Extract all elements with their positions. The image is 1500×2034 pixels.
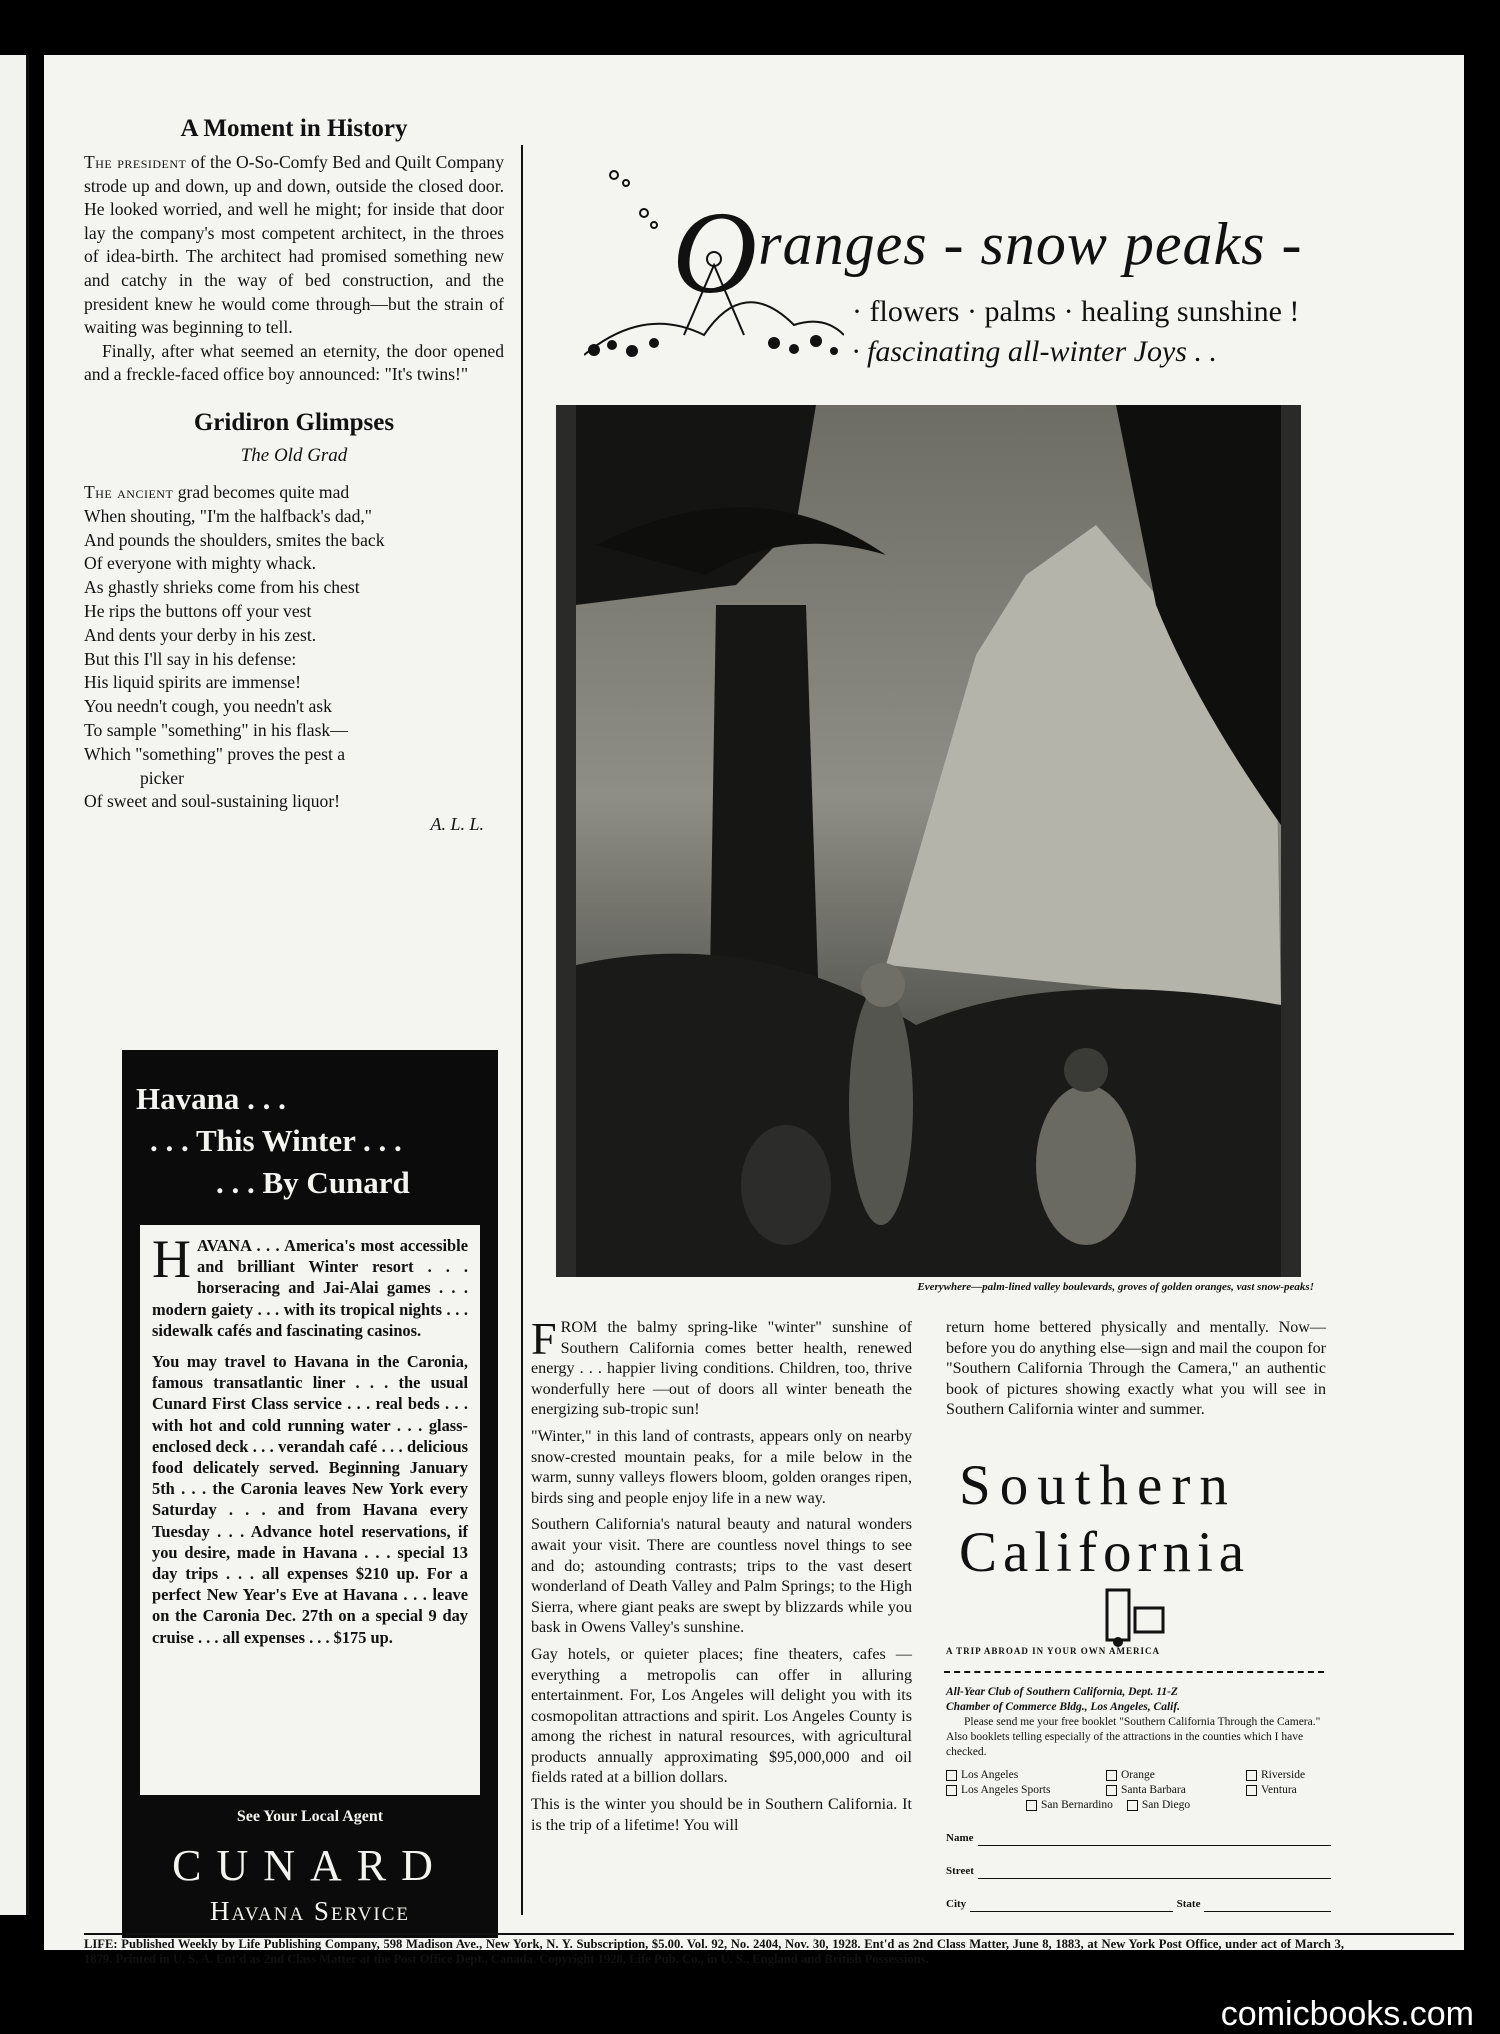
magazine-page [44,55,1464,1966]
cunard-brand: CUNARD [172,1841,448,1890]
moment-paragraph-1 [84,151,504,340]
cunard-paragraph-2: You may travel to Havana in the Caronia, famous transatlantic liner . . . the usual Cunard First Class service . . . real beds . . . with hot and cold running water . . . glass-enclosed deck . . . verandah café . . . delicious food delicately served. Beginning January 5th . . . the Caronia leaves New York every Saturday . . . and from Havana every Tuesday . . . Advance hotel reservations, if you desire, made in Havana . . . special 13 day trips . . . all expenses $210 up. For a perfect New Year's Eve at Havana . . . leave on the Caronia Dec. 27th on a special 9 day cruise . . . all expenses . . . $175 up. [152,1352,468,1647]
southern-paragraph: Gay hotels, or quieter places; fine theaters, cafes —everything a metropolis can offer in alluring entertainment. For, Los Angeles will delight you with its cosmopolitan attractions and spirit. Los Angeles County is among the richest in natural resources, with agricultural products annually approximating $95,000,000 and oil fields rated at a billion dollars. [531,1645,912,1787]
city-label: City [946,1898,967,1910]
poem-line: picker [140,767,184,788]
poem-signature: A. L. L. [430,814,484,835]
southern-tagline: A TRIP ABROAD IN YOUR OWN AMERICA [946,1646,1161,1656]
checkbox-los-angeles-sports[interactable] [946,1783,1106,1798]
checkbox-icon [1026,1800,1037,1811]
state-label: State [1176,1898,1201,1910]
checkbox-san-diego[interactable] [1127,1798,1190,1813]
southern-paragraph: return home bettered physically and mentally. Now—before you do anything else—sign and mail the coupon for "Southern California Through the Camera," an authentic book of pictures showing exactly what you will see in Southern California winter and summer. [946,1319,1326,1419]
checkbox-san-bernardino[interactable] [1026,1798,1113,1813]
cunard-para1-text: AVANA . . . America's most accessible and brilliant Winter resort . . . horseracing and Jai-Alai games . . . modern gaiety . . . with its tropical nights . . . sidewalk cafés and fascinating casinos. [152,1236,468,1340]
southern-logo-line-2: California [959,1521,1251,1584]
checkbox-label: Orange [1121,1769,1155,1781]
palm-canyon-photo [556,405,1301,1277]
cunard-head-line: Havana . . . [136,1081,286,1116]
moment-lead: The president [84,152,187,172]
gridiron-title: Gridiron Glimpses [193,408,395,436]
state-line[interactable] [1204,1901,1331,1912]
publication-footer: LIFE: Published Weekly by Life Publishing Company, 598 Madison Ave., New York, N. Y. Subscription, $5.00. Vol. 92, No. 2404, Nov. 30, 1928. Ent'd as 2nd Class Matter, June 8, 1883, at New York Post Office, under act of March 3, 1879. Printed in U. S. A. Ent'd as 2nd Class Matter at the Post Office Dept., Canada. Copyright 1928, Life Pub. Co., in U. S., England and British Possessions. [84,1937,1344,1966]
street-line[interactable] [978,1868,1331,1879]
southern-paragraph [531,1313,912,1421]
poem-line: To sample "something" in his flask— [84,719,348,740]
gridiron-byline: The Old Grad [240,444,348,466]
moment-paragraph-2: Finally, after what seemed an eternity, the door opened and a freckle-faced office boy announced: "It's twins!" [84,340,504,385]
city-state-field[interactable] [946,1897,1331,1912]
checkbox-label: Los Angeles [961,1769,1019,1781]
poem-line: And dents your derby in his zest. [84,624,317,645]
poem-line: You needn't cough, you needn't ask [84,696,332,717]
checkbox-icon [1246,1770,1257,1781]
cunard-service: Havana Service [209,1896,411,1926]
cunard-copy-box [140,1225,480,1795]
southern-california-headline [584,135,1414,368]
headline-sub-1: · flowers · palms · healing sunshine ! [852,295,1300,328]
poem-line: As ghastly shrieks come from his chest [84,577,360,598]
poem-line: His liquid spirits are immense! [84,672,301,693]
checkbox-icon [946,1785,957,1796]
poem-line: Which "something" proves the pest a [84,743,346,764]
poem-line: When shouting, "I'm the halfback's dad," [84,505,372,526]
headline-sub-2: · fascinating all-winter Joys . . [852,335,1217,368]
checkbox-label: San Bernardino [1041,1799,1113,1811]
checkbox-label: Ventura [1261,1784,1297,1796]
county-checkboxes-row-3 [946,1798,1331,1813]
checkbox-orange[interactable] [1106,1768,1246,1783]
southern-p1: ROM the balmy spring-like "winter" sunshine of Southern California comes better health, renewed energy . . . happier living conditions. Children, too, thrive wonderfully here —out of doors all winter beneath the energizing sub-tropic sun! [531,1319,912,1419]
checkbox-label: Riverside [1261,1769,1306,1781]
name-line[interactable] [978,1835,1332,1846]
cunard-headline [122,1050,498,1204]
checkbox-label: San Diego [1141,1799,1191,1811]
cunard-ad [122,1050,498,1938]
poem-line-text: grad becomes quite mad [177,481,350,502]
street-label: Street [946,1865,974,1877]
poem-line: And pounds the shoulders, smites the back [84,529,385,550]
checkbox-ventura[interactable] [1246,1783,1331,1798]
headline-main-text: ranges - snow peaks - [758,211,1303,277]
cunard-agent: See Your Local Agent [236,1808,384,1825]
checkbox-icon [1106,1770,1117,1781]
street-field[interactable] [946,1864,1331,1879]
poem-line [84,481,504,505]
poem-line: Of everyone with mighty whack. [84,553,317,574]
poem-lead: The ancient [84,481,174,502]
poem-line: But this I'll say in his defense: [84,648,297,669]
checkbox-los-angeles[interactable] [946,1768,1106,1783]
southern-paragraph: Southern California's natural beauty and natural wonders await your visit. There are countless novel things to see and do; astounding contrasts; trips to the vast desert wonderland of Death Valley and Palm Springs; to the High Sierra, where giant peaks are swept by blizzards while you bask in Owens Valley's sunshine. [531,1516,912,1637]
checkbox-icon [1127,1800,1138,1811]
cunard-dropcap: H [152,1229,191,1289]
footer-rule [84,1933,1454,1935]
checkbox-icon [1106,1785,1117,1796]
cunard-head-line: . . . By Cunard [216,1165,410,1200]
name-label: Name [946,1832,974,1844]
poem-line: Of sweet and soul-sustaining liquor! [84,791,341,812]
coupon-cut-line [944,1671,1324,1673]
southern-paragraph: "Winter," in this land of contrasts, appears only on nearby snow-crested mountain peaks, for a mile below in the warm, sunny valleys flowers bloom, golden oranges ripen, birds sing and people enjoy life in a new way. [531,1427,912,1507]
watermark: comicbooks.com [1220,1995,1474,2033]
luggage-icon [1099,1580,1169,1650]
checkbox-santa-barbara[interactable] [1106,1783,1246,1798]
column-divider [521,145,523,1915]
county-checkboxes [946,1768,1331,1798]
coupon-address-2: Chamber of Commerce Bldg., Los Angeles, Calif. [946,1701,1181,1713]
photo-caption: Everywhere—palm-lined valley boulevards, groves of golden oranges, vast snow-peaks! [917,1281,1314,1293]
checkbox-label: Santa Barbara [1121,1784,1186,1796]
coupon-request: Please send me your free booklet "Southern California Through the Camera." Also booklets telling especially of the attractions in the counties which I have checked. [946,1716,1321,1758]
moment-text: of the O-So-Comfy Bed and Quilt Company strode up and down, up and down, outside the closed door. He looked worried, and well he might; for inside that door lay the company's most competent architect, in the throes of idea-birth. The architect had promised something new and catchy in the way of bed construction, and the president knew he would come through—but the strain of waiting was beginning to tell. [84,152,505,338]
cunard-paragraph-1 [152,1229,468,1341]
photo-illustration [556,405,1301,1277]
checkbox-label: Los Angeles Sports [961,1784,1051,1796]
city-line[interactable] [970,1901,1172,1912]
coupon-form [946,1685,1331,1912]
left-column [84,115,504,835]
southern-column-1 [531,1313,912,1842]
southern-paragraph: This is the winter you should be in Southern California. It is the trip of a lifetime! You will [531,1796,912,1834]
headline-big-o: O [672,187,759,318]
southern-logo-line-1: Southern [959,1454,1237,1517]
name-field[interactable] [946,1831,1331,1846]
adjacent-page-edge [0,55,29,1915]
moment-title: A Moment in History [180,115,408,142]
poem-line: He rips the buttons off your vest [84,600,312,621]
checkbox-icon [946,1770,957,1781]
southern-column-2 [946,1318,1326,1427]
checkbox-icon [1246,1785,1257,1796]
checkbox-riverside[interactable] [1246,1768,1331,1783]
coupon-address-1: All-Year Club of Southern California, Dept. 11-Z [946,1686,1178,1698]
southern-dropcap: F [531,1313,557,1364]
cunard-head-line: . . . This Winter . . . [150,1123,402,1158]
